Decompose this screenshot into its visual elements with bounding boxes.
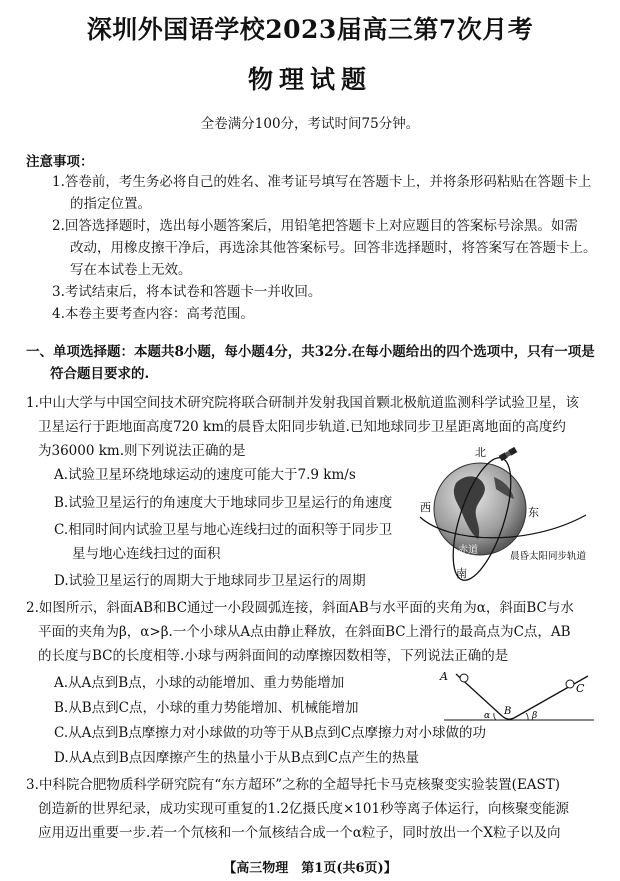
q1-option-d: D.试验卫星运行的周期大于地球同步卫星运行的周期 [54,573,366,589]
q1-stem: 1.中山大学与中国空间技术研究院将联合研制并发射我国首颗北极航道监测科学试验卫星，该 [26,395,579,411]
school-title: 深圳外国语学校2023届高三第7次月考 [86,15,534,44]
q2-stem: 2.如图所示，斜面AB和BC通过一小段圆弧连接，斜面AB与水平面的夹角为α，斜面BC与水 [26,600,574,616]
q3-stem-cont: 创造新的世界纪录，成功实现可重复的1.2亿摄氏度×101秒等离子体运行，向核聚变能源 [38,801,570,817]
note-item-3: 3.考试结束后，将本试卷和答题卡一并收回。 [52,284,322,300]
earth-globe [434,463,526,555]
exam-info: 全卷满分100分，考试时间75分钟。 [200,116,420,132]
label-south: 南 [456,567,467,580]
note-item-2-cont: 改动，用橡皮擦干净后，再选涂其他答案标号。回答非选择题时，将答案写在答题卡上。 [70,240,597,256]
q3-stem: 3.中科院合肥物质科学研究院有“东方超环”之称的全超导托卡马克核聚变实验装置(EAST) [26,777,561,793]
satellite-icon [499,447,518,461]
notes-heading: 注意事项： [26,154,94,170]
label-north: 北 [475,446,486,459]
note-item-2: 2.回答选择题时，选出每小题答案后，用铅笔把答题卡上对应题目的答案标号涂黑。如需 [52,218,578,234]
label-a: A [440,670,448,683]
q2-option-d: D.从A点到B点因摩擦产生的热量小于从B点到C点产生的热量 [54,750,420,766]
label-b: B [504,706,512,717]
note-item-4: 4.本卷主要考查内容：高考范围。 [52,306,254,322]
label-alpha: α [484,711,491,721]
q2-option-a: A.从A点到B点，小球的动能增加、重力势能增加 [54,675,345,691]
section1-heading: 一、单项选择题：本题共8小题，每小题4分，共32分.在每小题给出的四个选项中，只有一项是 [26,344,595,360]
section1-heading-cont: 符合题目要求的. [50,366,150,382]
label-beta: β [532,711,538,721]
ball-a [460,674,468,682]
label-equator: 赤道 [458,545,478,556]
q2-incline-figure [436,668,602,724]
beta-arc [526,713,528,720]
label-west: 西 [420,501,431,514]
label-orbit: 晨昏太阳同步轨道 [510,551,587,562]
q1-stem-cont: 卫星运行于距地面高度720 km的晨昏太阳同步轨道.已知地球同步卫星距离地面的高度约 [38,419,566,435]
note-item-1: 1.答卷前，考生务必将自己的姓名、准考证号填写在答题卡上，并将条形码粘贴在答题卡上 [52,174,592,190]
q2-option-b: B.从B点到C点，小球的重力势能增加、机械能增加 [54,700,359,716]
ball-c [566,680,574,688]
note-item-1-cont: 的指定位置。 [70,196,151,212]
q1-option-c: C.相同时间内试验卫星与地心连线扫过的面积等于同步卫 [54,522,393,538]
label-east: 东 [528,506,539,519]
q1-stem-cont2: 为36000 km.则下列说法正确的是 [38,443,246,459]
q1-option-b: B.试验卫星运行的角速度大于地球同步卫星运行的角速度 [54,495,393,511]
q2-option-c: C.从A点到B点摩擦力对小球做的功等于从B点到C点摩擦力对小球做的功 [54,725,487,741]
q2-stem-cont2: 的长度与BC的长度相等.小球与两斜面间的动摩擦因数相等，下列说法正确的是 [38,648,509,664]
q1-option-c-cont: 星与地心连线扫过的面积 [72,546,221,562]
q1-option-a: A.试验卫星环绕地球运动的速度可能大于7.9 km/s [54,467,356,483]
page-footer: 【高三物理 第1页(共6页)】 [223,861,397,876]
alpha-arc [494,713,496,720]
note-item-2-cont2: 写在本试卷上无效。 [70,262,192,278]
q3-stem-cont2: 应用迈出重要一步.若一个氘核和一个氚核结合成一个α粒子，同时放出一个X粒子以及向 [38,825,561,841]
q2-stem-cont: 平面的夹角为β，α>β.一个小球从A点由静止释放，在斜面BC上滑行的最高点为C点，AB [38,624,571,640]
q1-earth-figure [418,443,604,585]
subject-title: 物理试题 [247,65,372,94]
label-c: C [576,682,585,695]
